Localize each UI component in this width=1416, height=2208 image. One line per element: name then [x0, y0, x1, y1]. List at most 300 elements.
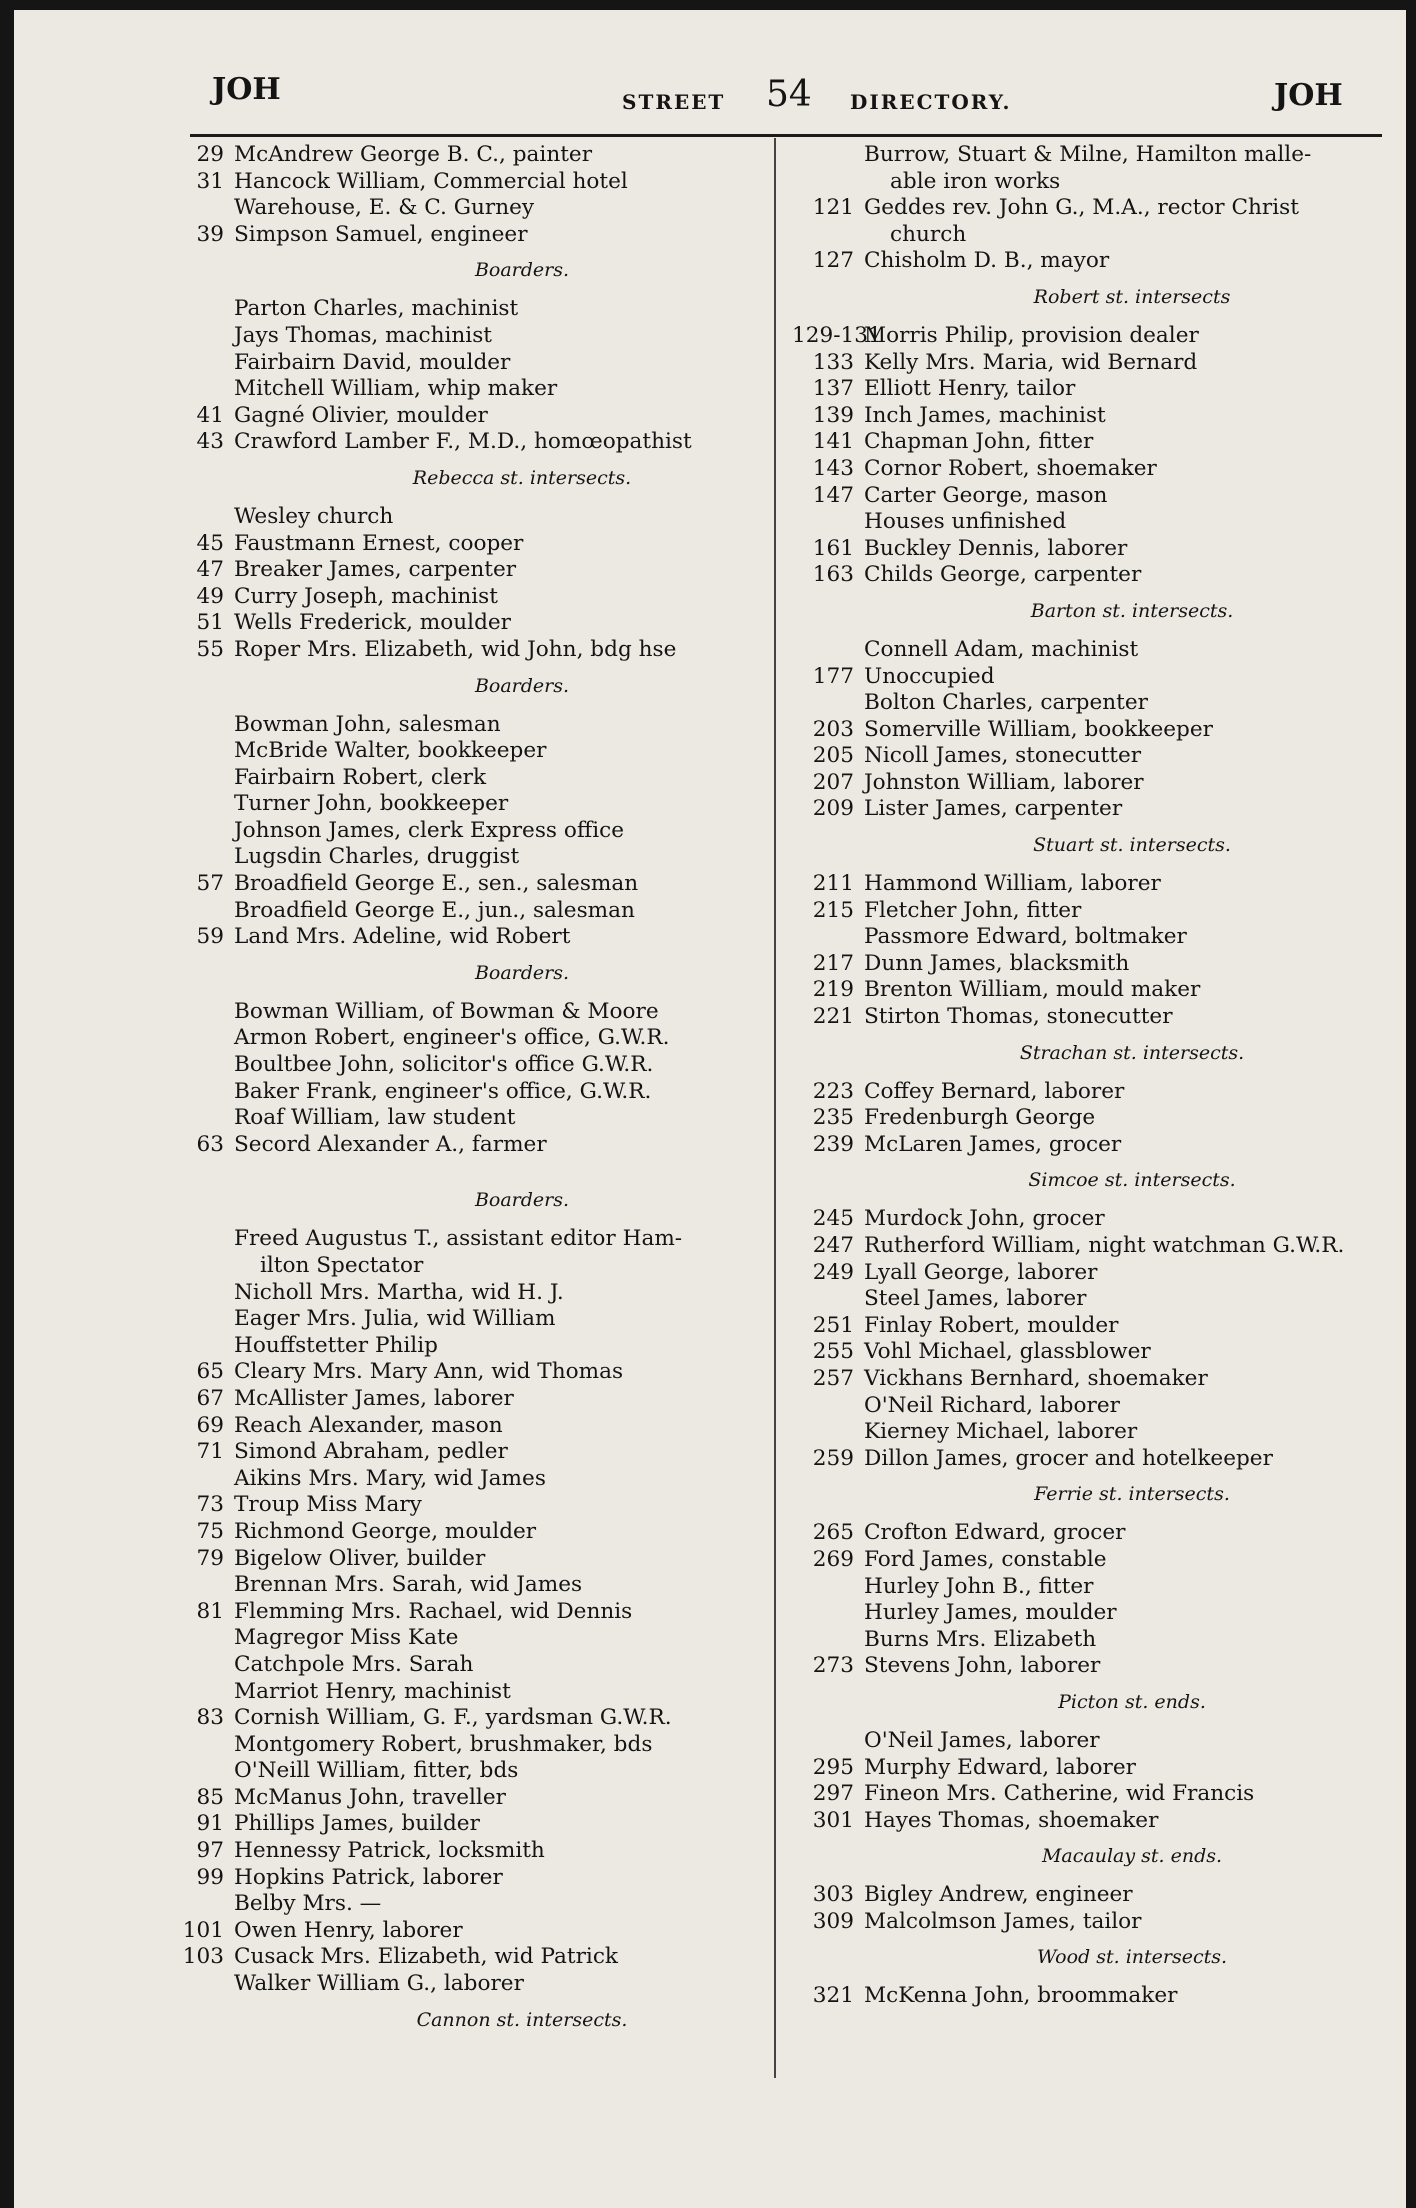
house-number: [792, 637, 854, 664]
directory-entry: [792, 1419, 1392, 1446]
resident-name: Flemming Mrs. Rachael, wid Dennis: [234, 1598, 633, 1624]
house-number: 217: [812, 950, 854, 976]
directory-entry: [792, 1393, 1392, 1420]
page-header: [14, 68, 1406, 138]
house-number: [164, 898, 224, 925]
directory-entry: [164, 195, 770, 222]
directory-entry: [792, 456, 1392, 483]
resident-name: Connell Adam, machinist: [864, 636, 1139, 662]
house-number: [164, 1280, 224, 1307]
resident-name: Inch James, machinist: [864, 402, 1106, 428]
directory-entry: [792, 1728, 1392, 1755]
house-number: 221: [812, 1004, 854, 1030]
directory-entry: [792, 1547, 1392, 1574]
resident-name: Magregor Miss Kate: [234, 1625, 459, 1651]
header-directory-label: DIRECTORY.: [850, 90, 1012, 114]
house-number: 81: [196, 1598, 224, 1624]
resident-name: Freed Augustus T., assistant editor Ham-: [234, 1226, 683, 1252]
house-number: 309: [812, 1908, 854, 1934]
resident-name: Murphy Edward, laborer: [864, 1754, 1136, 1780]
house-number: 219: [812, 977, 854, 1003]
directory-entry: [164, 323, 770, 350]
house-number: 207: [812, 769, 854, 795]
directory-entry: [792, 1286, 1392, 1313]
resident-name: Childs George, carpenter: [864, 562, 1142, 588]
resident-name: Cornish William, G. F., yardsman G.W.R.: [234, 1705, 672, 1731]
house-number: [164, 1625, 224, 1652]
house-number: [792, 1393, 854, 1420]
resident-name: Finlay Robert, moulder: [864, 1312, 1119, 1338]
resident-name: O'Neil Richard, laborer: [864, 1392, 1120, 1418]
resident-name: Breaker James, carpenter: [234, 557, 517, 583]
resident-name: Dunn James, blacksmith: [864, 950, 1130, 976]
directory-entry: [164, 1413, 770, 1440]
directory-entry: [792, 429, 1392, 456]
house-number: [792, 1728, 854, 1755]
resident-name: Richmond George, moulder: [234, 1518, 537, 1544]
resident-name: Murdock John, grocer: [864, 1206, 1105, 1232]
house-number: [164, 1971, 224, 1998]
directory-entry: [792, 871, 1392, 898]
resident-name: Land Mrs. Adeline, wid Robert: [234, 924, 571, 950]
resident-name: Nicholl Mrs. Martha, wid H. J.: [234, 1279, 564, 1305]
resident-name: Burns Mrs. Elizabeth: [864, 1626, 1097, 1652]
house-number: 249: [812, 1259, 854, 1285]
directory-entry: [164, 1466, 770, 1493]
house-number: 269: [812, 1546, 854, 1572]
house-number: 255: [812, 1339, 854, 1365]
directory-entry: [792, 1446, 1392, 1473]
resident-name: Fineon Mrs. Catherine, wid Francis: [864, 1781, 1255, 1807]
directory-entry: [164, 765, 770, 792]
resident-name: Catchpole Mrs. Sarah: [234, 1651, 474, 1677]
directory-entry: [164, 898, 770, 925]
house-number: [164, 1891, 224, 1918]
header-street-label: STREET: [622, 90, 726, 114]
house-number: 297: [812, 1781, 854, 1807]
resident-name: Reach Alexander, mason: [234, 1412, 503, 1438]
house-number: 63: [196, 1131, 224, 1157]
resident-name: Cusack Mrs. Elizabeth, wid Patrick: [234, 1944, 619, 1970]
house-number: 79: [196, 1545, 224, 1571]
house-number: 209: [812, 796, 854, 822]
directory-entry: [164, 169, 770, 196]
right-column: [792, 142, 1392, 2010]
resident-name: Crofton Edward, grocer: [864, 1520, 1126, 1546]
house-number: 29: [196, 142, 224, 167]
resident-name: McManus John, traveller: [234, 1784, 506, 1810]
resident-name: McKenna John, broommaker: [864, 1983, 1178, 2009]
house-number: [164, 765, 224, 792]
house-number: 101: [182, 1917, 224, 1943]
directory-entry: [164, 610, 770, 637]
house-number: 41: [196, 402, 224, 428]
house-number: 121: [812, 195, 854, 221]
directory-entry: [792, 1781, 1392, 1808]
resident-name: Bowman John, salesman: [234, 711, 501, 737]
resident-name: Morris Philip, provision dealer: [864, 322, 1199, 348]
resident-name: Phillips James, builder: [234, 1811, 480, 1837]
resident-name: Bigelow Oliver, builder: [234, 1545, 486, 1571]
directory-entry: [164, 637, 770, 664]
house-number: [164, 712, 224, 739]
resident-name: Faustmann Ernest, cooper: [234, 530, 524, 556]
left-column: [164, 142, 770, 2046]
resident-name: O'Neill William, fitter, bds: [234, 1758, 519, 1784]
house-number: 215: [812, 897, 854, 923]
house-number: [164, 1679, 224, 1706]
house-number: 97: [196, 1838, 224, 1864]
house-number: 177: [812, 663, 854, 689]
resident-name: Roaf William, law student: [234, 1105, 516, 1131]
house-number: [164, 1253, 224, 1280]
resident-name: Broadfield George E., sen., salesman: [234, 871, 639, 897]
resident-name: Vohl Michael, glassblower: [864, 1339, 1151, 1365]
directory-entry: [164, 1306, 770, 1333]
resident-name: Kierney Michael, laborer: [864, 1419, 1138, 1445]
resident-name: Brennan Mrs. Sarah, wid James: [234, 1572, 583, 1598]
directory-entry: [792, 195, 1392, 222]
resident-name: Brenton William, mould maker: [864, 977, 1201, 1003]
resident-name: Simond Abraham, pedler: [234, 1439, 508, 1465]
house-number: 205: [812, 743, 854, 769]
street-intersection-heading: Boarders.: [474, 259, 570, 282]
resident-name: Ford James, constable: [864, 1546, 1107, 1572]
house-number: 143: [812, 455, 854, 481]
directory-entry: [164, 1679, 770, 1706]
directory-entry: [164, 1865, 770, 1892]
resident-name: ilton Spectator: [260, 1253, 424, 1278]
street-intersection-heading: Strachan st. intersects.: [1019, 1041, 1245, 1064]
resident-name: Malcolmson James, tailor: [864, 1908, 1142, 1934]
directory-entry: [164, 818, 770, 845]
house-number: [164, 1226, 224, 1253]
house-number: [164, 1758, 224, 1785]
resident-name: Fletcher John, fitter: [864, 897, 1082, 923]
house-number: 51: [196, 610, 224, 636]
resident-name: O'Neil James, laborer: [864, 1727, 1100, 1753]
resident-name: Lugsdin Charles, druggist: [234, 844, 520, 870]
directory-entry: [164, 1811, 770, 1838]
directory-entry: [792, 637, 1392, 664]
resident-name: church: [890, 221, 967, 247]
house-number: [164, 296, 224, 323]
street-intersection-heading: Picton st. ends.: [1058, 1690, 1206, 1713]
directory-entry: [164, 1546, 770, 1573]
house-number: 83: [196, 1705, 224, 1731]
house-number: [792, 142, 854, 169]
directory-entry: [164, 557, 770, 584]
directory-entry: [792, 1260, 1392, 1287]
directory-entry: [792, 1627, 1392, 1654]
directory-entry: [164, 1492, 770, 1519]
directory-entry: [792, 1206, 1392, 1233]
directory-entry: [164, 1333, 770, 1360]
directory-entry: [164, 1359, 770, 1386]
directory-entry: [792, 1366, 1392, 1393]
directory-entry: [792, 796, 1392, 823]
house-number: 139: [812, 402, 854, 428]
directory-entry: [164, 1758, 770, 1785]
street-intersection-heading: Rebecca st. intersects.: [412, 466, 632, 489]
house-number: 103: [182, 1944, 224, 1970]
entry-continuation: [792, 222, 1392, 249]
resident-name: Baker Frank, engineer's office, G.W.R.: [234, 1078, 652, 1104]
house-number: [792, 509, 854, 536]
resident-name: Fairbairn David, moulder: [234, 349, 511, 375]
directory-entry: [164, 1732, 770, 1759]
directory-entry: [792, 717, 1392, 744]
directory-entry: [792, 350, 1392, 377]
directory-entry: [792, 664, 1392, 691]
house-number: 75: [196, 1518, 224, 1544]
resident-name: Buckley Dennis, laborer: [864, 535, 1128, 561]
house-number: 69: [196, 1412, 224, 1438]
street-intersection-heading: Boarders.: [474, 674, 570, 697]
resident-name: Vickhans Bernhard, shoemaker: [864, 1365, 1208, 1391]
resident-name: Johnston William, laborer: [864, 769, 1144, 795]
house-number: 39: [196, 221, 224, 247]
column-divider: [774, 138, 776, 2078]
directory-entry: [792, 1653, 1392, 1680]
street-intersection-heading: Boarders.: [474, 1189, 570, 1212]
resident-name: Nicoll James, stonecutter: [864, 743, 1142, 769]
house-number: [164, 844, 224, 871]
directory-entry: [164, 296, 770, 323]
entry-continuation: [164, 1253, 770, 1280]
house-number: 301: [812, 1807, 854, 1833]
directory-entry: [792, 536, 1392, 563]
resident-name: Coffey Bernard, laborer: [864, 1078, 1125, 1104]
house-number: 247: [812, 1233, 854, 1258]
house-number: [164, 195, 224, 222]
house-number: 71: [196, 1439, 224, 1465]
directory-entry: [164, 871, 770, 898]
directory-entry: [792, 951, 1392, 978]
resident-name: Hancock William, Commercial hotel: [234, 168, 628, 194]
house-number: 65: [196, 1359, 224, 1385]
resident-name: Rutherford William, night watchman G.W.R.: [864, 1233, 1345, 1258]
house-number: 239: [812, 1131, 854, 1157]
house-number: 43: [196, 429, 224, 455]
house-number: 133: [812, 349, 854, 375]
resident-name: Warehouse, E. & C. Gurney: [234, 195, 535, 221]
house-number: 161: [812, 535, 854, 561]
directory-entry: [164, 1439, 770, 1466]
street-intersection-heading: Simcoe st. intersects.: [1028, 1169, 1236, 1192]
house-number: 141: [812, 429, 854, 455]
directory-entry: [164, 1891, 770, 1918]
resident-name: Passmore Edward, boltmaker: [864, 924, 1187, 950]
directory-entry: [164, 1599, 770, 1626]
spacer: [164, 1158, 770, 1178]
resident-name: Aikins Mrs. Mary, wid James: [234, 1465, 546, 1491]
directory-entry: [792, 142, 1392, 169]
directory-entry: [164, 924, 770, 951]
resident-name: Elliott Henry, tailor: [864, 376, 1076, 402]
street-intersection-heading: Macaulay st. ends.: [1041, 1845, 1223, 1868]
resident-name: Stevens John, laborer: [864, 1653, 1101, 1679]
house-number: [164, 1466, 224, 1493]
resident-name: Turner John, bookkeeper: [234, 791, 509, 817]
resident-name: Burrow, Stuart & Milne, Hamilton malle-: [864, 142, 1312, 167]
street-intersection-heading: Wood st. intersects.: [1036, 1946, 1228, 1969]
resident-name: Chapman John, fitter: [864, 429, 1094, 455]
resident-name: Bolton Charles, carpenter: [864, 690, 1148, 716]
house-number: [164, 350, 224, 377]
directory-entry: [164, 531, 770, 558]
resident-name: Chisholm D. B., mayor: [864, 248, 1110, 274]
directory-entry: [792, 1520, 1392, 1547]
directory-entry: [164, 1025, 770, 1052]
resident-name: Carter George, mason: [864, 482, 1108, 508]
directory-entry: [164, 1785, 770, 1812]
directory-entry: [164, 1652, 770, 1679]
house-number: [164, 1572, 224, 1599]
resident-name: Wesley church: [234, 503, 394, 529]
resident-name: Parton Charles, machinist: [234, 296, 519, 322]
resident-name: Cleary Mrs. Mary Ann, wid Thomas: [234, 1359, 624, 1385]
resident-name: Mitchell William, whip maker: [234, 376, 558, 402]
directory-entry: [792, 1004, 1392, 1031]
house-number: 67: [196, 1385, 224, 1411]
directory-entry: [792, 1882, 1392, 1909]
house-number: 129-131: [792, 322, 882, 348]
resident-name: McAllister James, laborer: [234, 1385, 514, 1411]
resident-name: Fairbairn Robert, clerk: [234, 764, 487, 790]
house-number: 85: [196, 1784, 224, 1810]
house-number: [792, 1627, 854, 1654]
directory-entry: [164, 1052, 770, 1079]
resident-name: Geddes rev. John G., M.A., rector Christ: [864, 195, 1299, 221]
directory-entry: [792, 770, 1392, 797]
house-number: 211: [812, 871, 854, 897]
resident-name: Hennessy Patrick, locksmith: [234, 1838, 545, 1864]
directory-entry: [792, 1574, 1392, 1601]
street-intersection-heading: Stuart st. intersects.: [1033, 834, 1231, 857]
directory-entry: [792, 1339, 1392, 1366]
resident-name: McAndrew George B. C., painter: [234, 142, 593, 167]
resident-name: Hurley James, moulder: [864, 1600, 1117, 1626]
house-number: [792, 169, 854, 196]
resident-name: Roper Mrs. Elizabeth, wid John, bdg hse: [234, 636, 677, 662]
house-number: [164, 1079, 224, 1106]
house-number: 147: [812, 482, 854, 508]
street-intersection-heading: Barton st. intersects.: [1030, 599, 1234, 622]
house-number: [792, 1574, 854, 1601]
directory-entry: [164, 999, 770, 1026]
resident-name: Armon Robert, engineer's office, G.W.R.: [234, 1025, 670, 1051]
directory-entry: [792, 1600, 1392, 1627]
house-number: 235: [812, 1105, 854, 1131]
house-number: 73: [196, 1492, 224, 1518]
resident-name: Hammond William, laborer: [864, 871, 1161, 897]
house-number: 163: [812, 562, 854, 588]
house-number: 321: [812, 1983, 854, 2009]
house-number: [164, 1105, 224, 1132]
directory-entry: [792, 562, 1392, 589]
resident-name: Steel James, laborer: [864, 1286, 1087, 1312]
house-number: [164, 376, 224, 403]
house-number: 251: [812, 1312, 854, 1338]
directory-entry: [164, 1079, 770, 1106]
house-number: [792, 1419, 854, 1446]
house-number: 31: [196, 168, 224, 194]
header-right-guide: JOH: [1274, 78, 1343, 113]
resident-name: Kelly Mrs. Maria, wid Bernard: [864, 349, 1198, 375]
directory-entry: [792, 924, 1392, 951]
resident-name: Secord Alexander A., farmer: [234, 1131, 547, 1157]
resident-name: Houses unfinished: [864, 509, 1067, 535]
resident-name: Bigley Andrew, engineer: [864, 1882, 1133, 1908]
house-number: [164, 999, 224, 1026]
directory-entry: [164, 844, 770, 871]
resident-name: Cornor Robert, shoemaker: [864, 455, 1157, 481]
street-intersection-heading: Robert st. intersects: [1033, 285, 1231, 308]
directory-entry: [164, 712, 770, 739]
directory-entry: [164, 403, 770, 430]
house-number: 303: [812, 1882, 854, 1908]
directory-entry: [164, 350, 770, 377]
resident-name: Curry Joseph, machinist: [234, 583, 498, 609]
directory-entry: [164, 1838, 770, 1865]
directory-entry: [164, 1625, 770, 1652]
street-intersection-heading: Cannon st. intersects.: [416, 2008, 628, 2031]
house-number: 203: [812, 716, 854, 742]
directory-page: [14, 10, 1406, 2208]
resident-name: Hopkins Patrick, laborer: [234, 1864, 503, 1890]
resident-name: Bowman William, of Bowman & Moore: [234, 998, 659, 1024]
house-number: [792, 1286, 854, 1313]
resident-name: Johnson James, clerk Express office: [234, 817, 624, 843]
house-number: [164, 1732, 224, 1759]
directory-entry: [792, 1132, 1392, 1159]
resident-name: Crawford Lamber F., M.D., homœopathist: [234, 429, 692, 455]
resident-name: Belby Mrs. —: [234, 1891, 382, 1917]
house-number: 273: [812, 1653, 854, 1679]
directory-entry: [164, 504, 770, 531]
resident-name: Hurley John B., fitter: [864, 1573, 1094, 1599]
resident-name: McBride Walter, bookkeeper: [234, 738, 547, 764]
directory-entry: [792, 1983, 1392, 2010]
directory-entry: [792, 323, 1392, 350]
directory-entry: [164, 376, 770, 403]
directory-entry: [164, 584, 770, 611]
house-number: [792, 924, 854, 951]
directory-entry: [792, 509, 1392, 536]
house-number: [164, 1025, 224, 1052]
directory-entry: [164, 1280, 770, 1307]
house-number: 99: [196, 1864, 224, 1890]
house-number: [164, 1333, 224, 1360]
directory-entry: [792, 1105, 1392, 1132]
header-rule: [190, 134, 1382, 137]
directory-entry: [164, 791, 770, 818]
directory-entry: [792, 898, 1392, 925]
house-number: [164, 504, 224, 531]
directory-entry: [792, 1909, 1392, 1936]
resident-name: Owen Henry, laborer: [234, 1917, 463, 1943]
house-number: 127: [812, 248, 854, 274]
house-number: [164, 1306, 224, 1333]
directory-entry: [792, 690, 1392, 717]
resident-name: Jays Thomas, machinist: [234, 322, 492, 348]
house-number: [164, 738, 224, 765]
resident-name: Somerville William, bookkeeper: [864, 716, 1213, 742]
directory-entry: [164, 142, 770, 169]
resident-name: Dillon James, grocer and hotelkeeper: [864, 1445, 1273, 1471]
street-intersection-heading: Ferrie st. intersects.: [1034, 1483, 1230, 1506]
